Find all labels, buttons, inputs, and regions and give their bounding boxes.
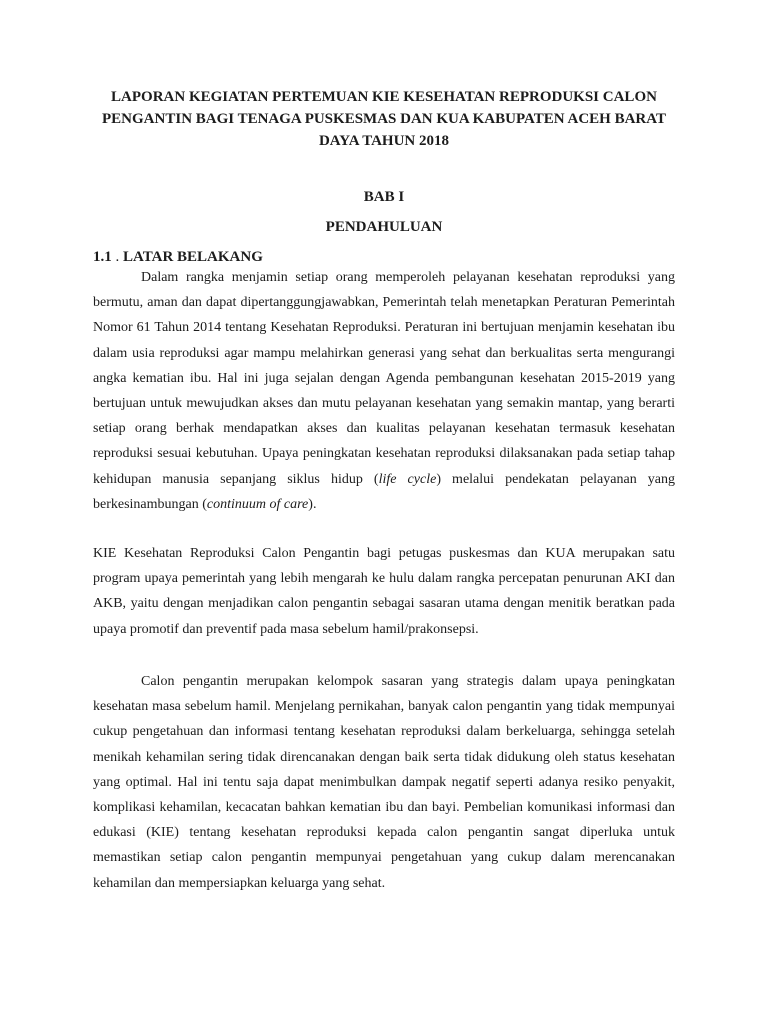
- chapter-title: PENDAHULUAN: [325, 219, 443, 235]
- continuum-of-care-term: continuum of care: [206, 496, 309, 512]
- section-heading: [93, 249, 263, 266]
- paragraph-1: [93, 265, 675, 517]
- life-cycle-term: life cycle: [378, 471, 437, 487]
- paragraph-2: KIE Kesehatan Reproduksi Calon Pengantin bagi petugas puskesmas dan KUA merupakan satu program upaya pemerintah yang lebih mengarah ke hulu dalam rangka percepatan penurunan AKI dan AKB, yaitu dengan menjadikan calon pengantin sebagai sasaran utama dengan menitik beratkan pada upaya promotif dan preventif pada masa sebelum hamil/prakonsepsi.: [93, 546, 675, 637]
- section-title: LATAR BELAKANG: [123, 249, 263, 265]
- chapter-number: BAB I: [363, 189, 405, 205]
- report-title: LAPORAN KEGIATAN PERTEMUAN KIE KESEHATAN REPRODUKSI CALON PENGANTIN BAGI TENAGA PUSKESMAS DAN KUA KABUPATEN ACEH BARAT DAYA TAHUN 2018: [102, 89, 666, 149]
- paragraph-3: Calon pengantin merupakan kelompok sasaran yang strategis dalam upaya peningkatan kesehatan masa sebelum hamil. Menjelang pernikahan, banyak calon pengantin yang tidak mempunyai cukup pengetahuan dan informasi tentang kesehatan reproduksi dalam berkeluarga, sehingga setelah menikah kehamilan sering tidak direncanakan dengan baik serta tidak didukung oleh status kesehatan yang optimal. Hal ini tentu saja dapat menimbulkan dampak negatif seperti adanya resiko penyakit, komplikasi kehamilan, kecacatan bahkan kematian ibu dan bayi. Pembelian komunikasi informasi dan edukasi (KIE) tentang kesehatan reproduksi kepada calon pengantin sangat diperluka untuk memastikan setiap calon pengantin mempunyai pengetahuan yang cukup dalam merencanakan kehamilan dan mempersiapkan keluarga yang sehat.: [93, 674, 675, 891]
- section-number: 1.1: [93, 249, 112, 265]
- paragraph-1-text-b: ) melalui pendekatan pelayanan yang berkesinambungan (: [93, 471, 675, 512]
- section-separator: .: [111, 249, 123, 265]
- paragraph-1-text-a: Dalam rangka menjamin setiap orang memperoleh pelayanan kesehatan reproduksi yang bermutu, aman dan dapat dipertanggungjawabkan, Pemerintah telah menetapkan Peraturan Pemerintah Nomor 61 Tahun 2014 tentang Kesehatan Reproduksi. Peraturan ini bertujuan menjamin kesehatan ibu dalam usia reproduksi agar mampu melahirkan generasi yang sehat dan berkualitas serta mengurangi angka kematian ibu. Hal ini juga sejalan dengan Agenda pembangunan kesehatan 2015-2019 yang bertujuan untuk mewujudkan akses dan mutu pelayanan kesehatan yang semakin mantap, yang berarti setiap orang berhak mendapatkan akses dan kualitas pelayanan kesehatan termasuk kesehatan reproduksi sesuai kebutuhan. Upaya peningkatan kesehatan reproduksi dilaksanakan pada setiap tahap kehidupan manusia sepanjang siklus hidup (: [93, 270, 675, 487]
- paragraph-1-text-c: ).: [308, 496, 317, 512]
